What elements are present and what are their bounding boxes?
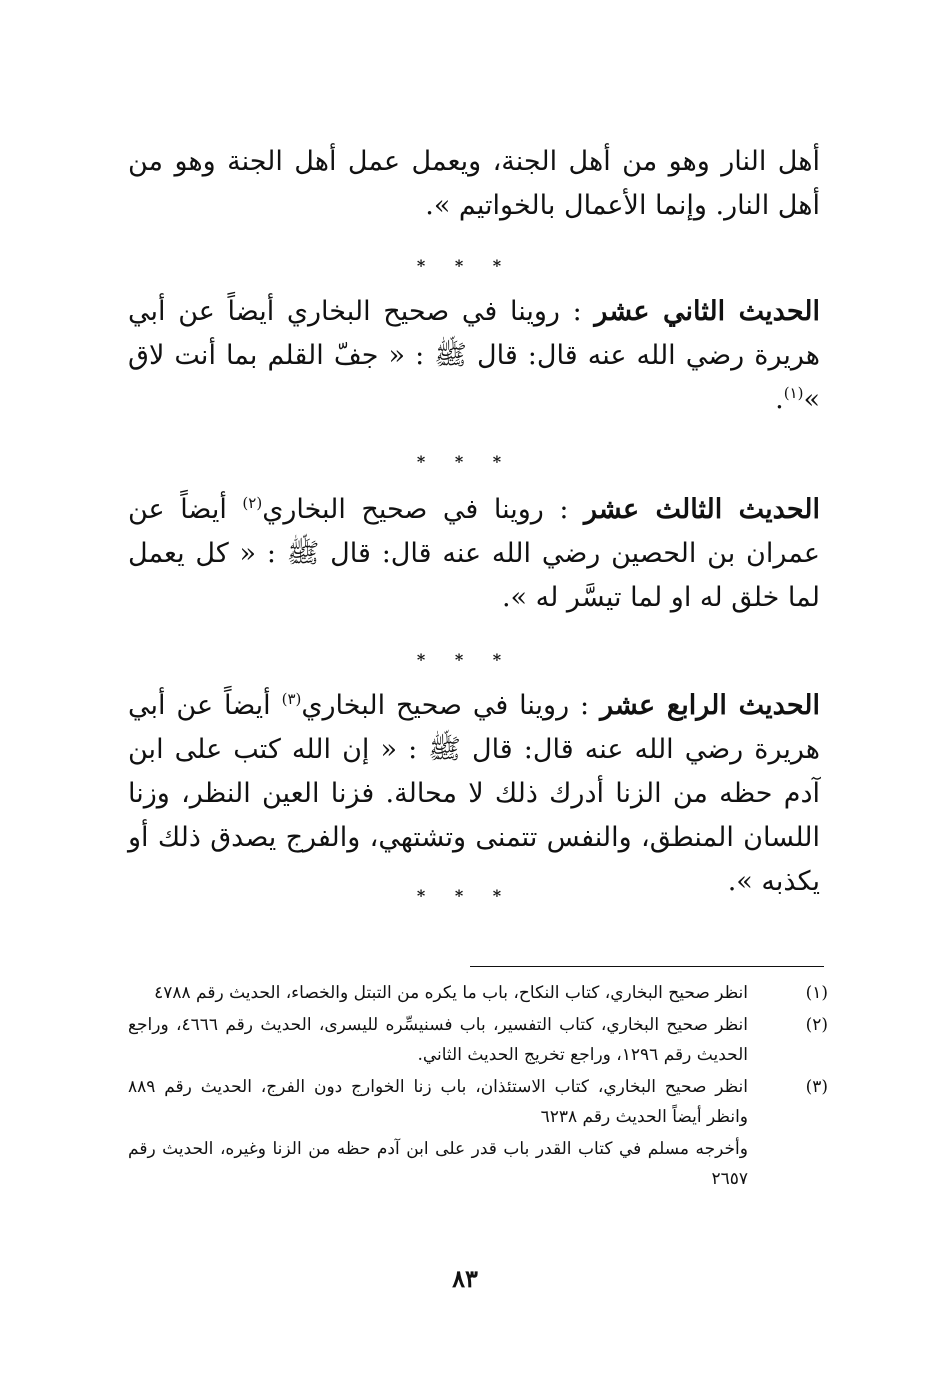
hadith-13-paragraph [128, 488, 820, 620]
section-separator-4: * * * [416, 886, 514, 905]
footnote-1-text: انظر صحيح البخاري، كتاب النكاح، باب ما يكره من التبتل والخصاء، الحديث رقم ٤٧٨٨ [154, 983, 748, 1003]
footnote-1 [128, 978, 828, 1008]
section-separator-1: * * * [416, 256, 514, 275]
hadith-14-text-a: : روينا في صحيح البخاري [301, 690, 590, 721]
footnote-3-text: انظر صحيح البخاري، كتاب الاستئذان، باب زنا الخوارج دون الفرج، الحديث رقم ٨٨٩ وانظر أيضاً الحديث رقم ٦٢٣٨ [128, 1077, 748, 1127]
hadith-12-paragraph [128, 290, 820, 422]
footnote-3-number: (٣) [805, 1077, 828, 1097]
footnote-3-continuation: وأخرجه مسلم في كتاب القدر باب قدر على ابن آدم حظه من الزنا وغيره، الحديث رقم ٢٦٥٧ [128, 1139, 748, 1189]
footnote-ref-1: (١) [783, 384, 804, 402]
hadith-14-text-b: أيضاً عن أبي هريرة رضي الله عنه قال: قال ﷺ : « إن الله كتب على ابن آدم حظه من الزنا أدرك ذلك لا محالة. فزنا العين النظر، وزنا اللسان المنطق، والنفس تتمنى وتشتهي، والفرج يصدق ذلك أو يكذبه ». [128, 690, 820, 897]
intro-text: أهل النار وهو من أهل الجنة، ويعمل عمل أهل الجنة وهو من أهل النار. وإنما الأعمال بالخواتيم ». [128, 146, 820, 221]
hadith-13-text-b: أيضاً عن عمران بن الحصين رضي الله عنه قال: قال ﷺ : « كل يعمل لما خلق له او لما تيسَّر له ». [128, 494, 820, 613]
footnote-2-number: (٢) [805, 1015, 828, 1035]
intro-paragraph [128, 140, 820, 228]
hadith-12-end: . [775, 384, 784, 415]
footnote-1-number: (١) [805, 983, 828, 1003]
footnote-ref-3: (٣) [281, 690, 302, 708]
page-number: ٨٣ [452, 1264, 478, 1293]
hadith-12-text: : روينا في صحيح البخاري أيضاً عن أبي هريرة رضي الله عنه قال: قال ﷺ : « جفّ القلم بما أنت لاق » [128, 296, 820, 415]
hadith-14-paragraph [128, 684, 820, 904]
footnote-2-text: انظر صحيح البخاري، كتاب التفسير، باب فسنيسِّره لليسرى، الحديث رقم ٤٦٦٦، وراجع الحديث رقم ١٢٩٦، وراجع تخريج الحديث الثاني. [128, 1015, 748, 1065]
hadith-13-title: الحديث الثالث عشر [584, 494, 821, 525]
footnote-2 [128, 1010, 828, 1070]
footnote-3 [128, 1072, 828, 1132]
hadith-14-title: الحديث الرابع عشر [600, 690, 820, 721]
hadith-13-text-a: : روينا في صحيح البخاري [262, 494, 569, 525]
footnotes [128, 978, 828, 1194]
section-separator-3: * * * [416, 650, 514, 669]
footnote-ref-2: (٢) [242, 494, 263, 512]
hadith-12-title: الحديث الثاني عشر [594, 296, 820, 327]
footnote-divider [470, 966, 824, 967]
section-separator-2: * * * [416, 452, 514, 471]
